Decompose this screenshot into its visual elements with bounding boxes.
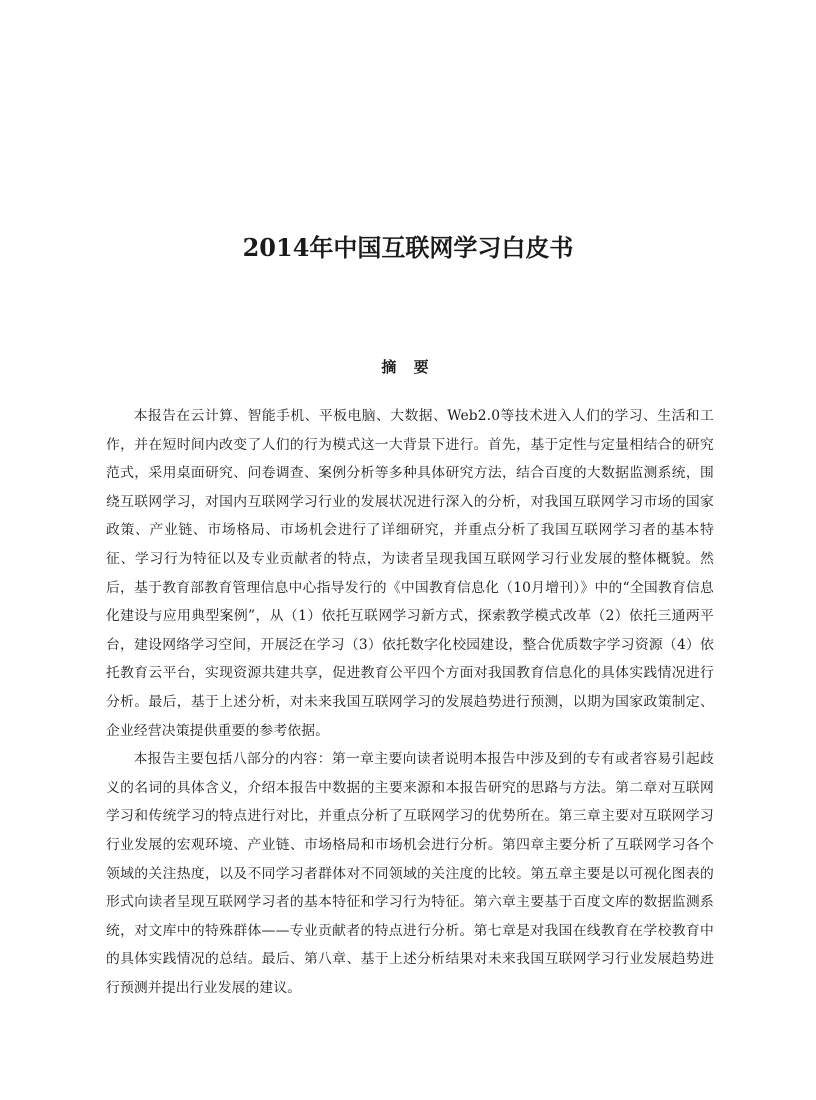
abstract-paragraph-1: 本报告在云计算、智能手机、平板电脑、大数据、Web2.0等技术进入人们的学习、生活和工作，并在短时间内改变了人们的行为模式这一大背景下进行。首先，基于定性与定量相结合的研究范式，采用桌面研究、问卷调查、案例分析等多种具体研究方法，结合百度的大数据监测系统，围绕互联网学习，对国内互联网学习行业的发展状况进行深入的分析，对我国互联网学习市场的国家政策、产业链、市场格局、市场机会进行了详细研究，并重点分析了我国互联网学习者的基本特征、学习行为特征以及专业贡献者的特点，为读者呈现我国互联网学习行业发展的整体概貌。然后，基于教育部教育管理信息中心指导发行的《中国教育信息化（10月增刊）》中的“全国教育信息化建设与应用典型案例”，从（1）依托互联网学习新方式，探索教学模式改革（2）依托三通两平台，建设网络学习空间，开展泛在学习（3）依托数字化校园建设，整合优质数字学习资源（4）依托教育云平台，实现资源共建共享，促进教育公平四个方面对我国教育信息化的具体实践情况进行分析。最后，基于上述分析，对未来我国互联网学习的发展趋势进行预测，以期为国家政策制定、企业经营决策提供重要的参考依据。 [106,408,714,739]
abstract-paragraph-2: 本报告主要包括八部分的内容：第一章主要向读者说明本报告中涉及到的专有或者容易引起歧义的名词的具体含义，介绍本报告中数据的主要来源和本报告研究的思路与方法。第二章对互联网学习和传统学习的特点进行对比，并重点分析了互联网学习的优势所在。第三章主要对互联网学习行业发展的宏观环境、产业链、市场格局和市场机会进行分析。第四章主要分析了互联网学习各个领域的关注热度，以及不同学习者群体对不同领域的关注度的比较。第五章主要是以可视化图表的形式向读者呈现互联网学习者的基本特征和学习行为特征。第六章主要基于百度文库的数据监测系统，对文库中的特殊群体——专业贡献者的特点进行分析。第七章是对我国在线教育在学校教育中的具体实践情况的总结。最后、第八章、基于上述分析结果对未来我国互联网学习行业发展趋势进行预测并提出行业发展的建议。 [106,751,714,996]
abstract-body [106,402,714,1002]
document-title: 2014年中国互联网学习白皮书 [242,233,574,262]
abstract-heading: 摘 要 [381,358,435,376]
